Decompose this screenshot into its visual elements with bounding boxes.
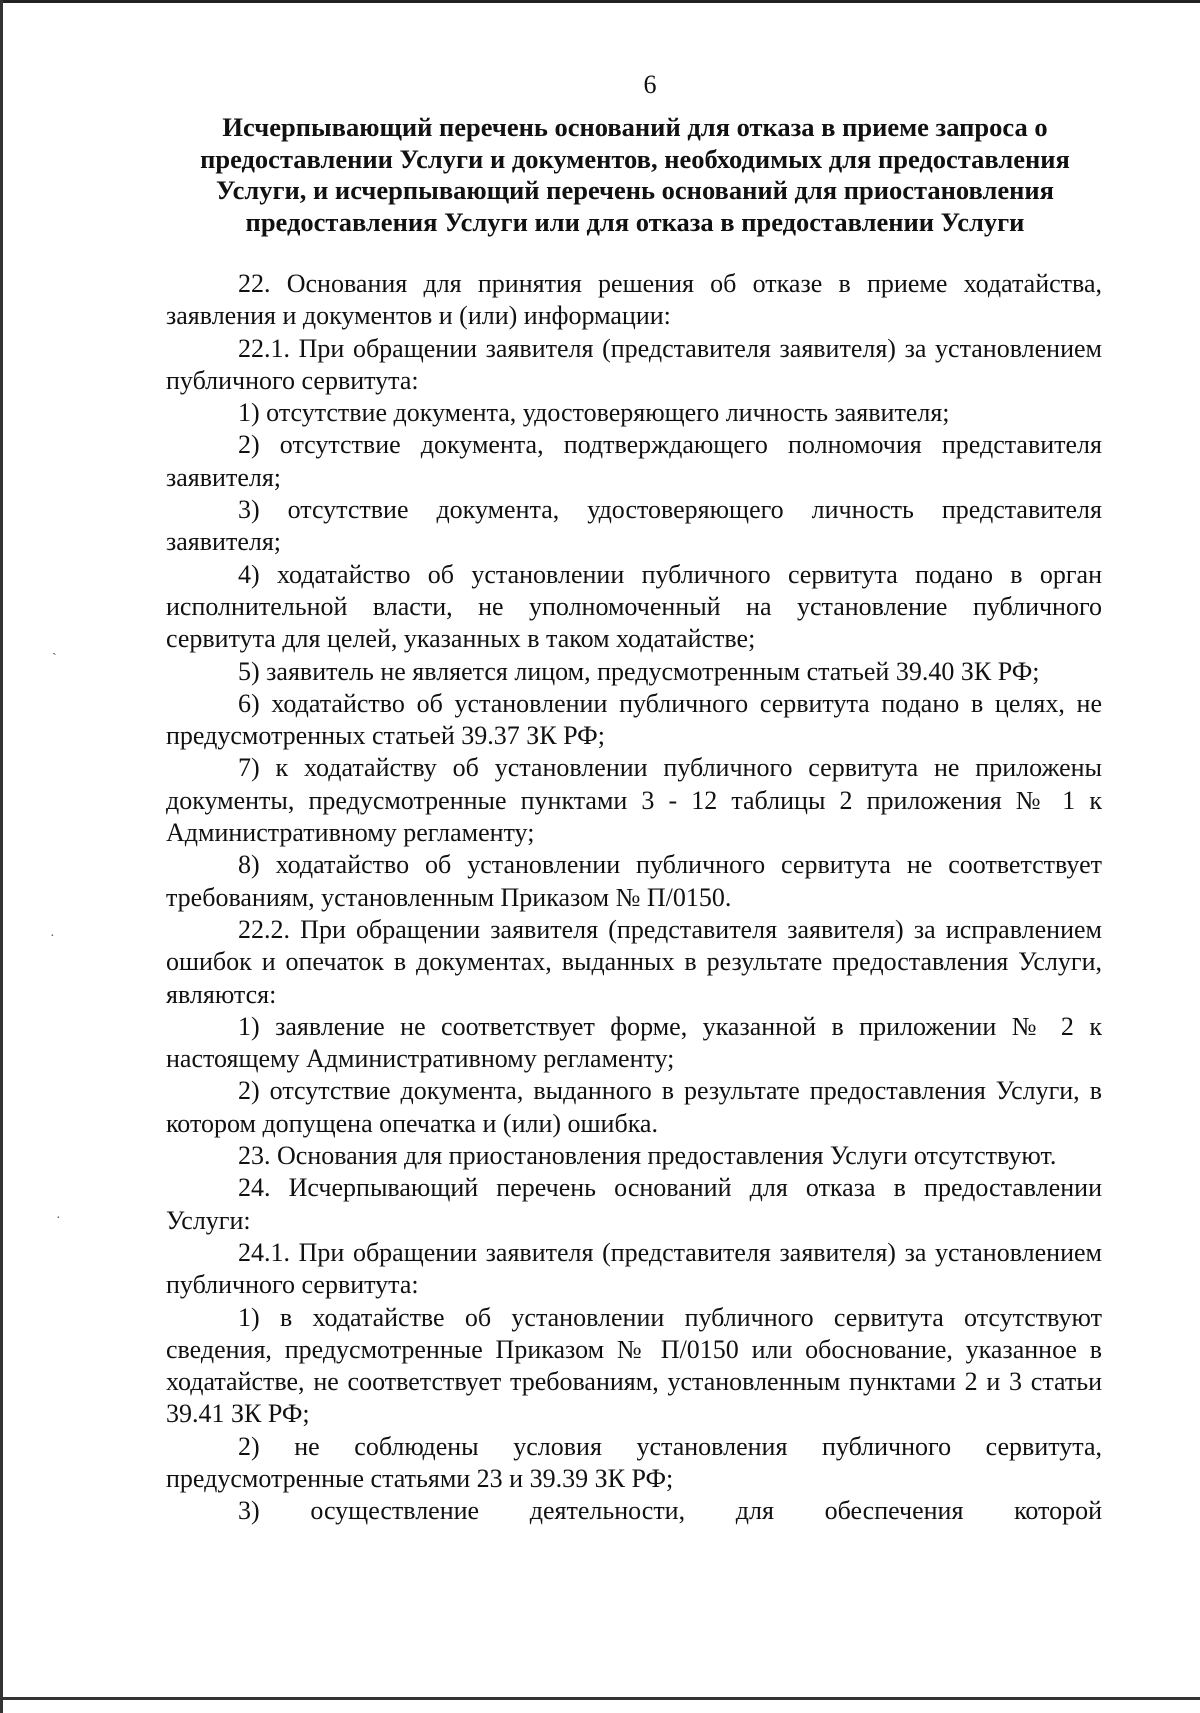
scan-speck: ˏ bbox=[52, 641, 57, 656]
paragraph: 3) осуществление деятельности, для обеспечения которой bbox=[238, 1496, 1102, 1526]
paragraph: 1) заявление не соответствует форме, указанной в приложении № 2 к настоящему Административному регламенту; bbox=[166, 1011, 1102, 1074]
paragraph: 24. Исчерпывающий перечень оснований для отказа в предоставлении Услуги: bbox=[166, 1173, 1102, 1235]
paragraph: 5) заявитель не является лицом, предусмотренным статьей 39.40 ЗК РФ; bbox=[238, 656, 1040, 686]
paragraph: 22.2. При обращении заявителя (представителя заявителя) за исправлением ошибок и опечаток в документах, выданных в результате предоставления Услуги, являются: bbox=[166, 914, 1102, 1009]
paragraph: 3) отсутствие документа, удостоверяющего личность представителя заявителя; bbox=[166, 495, 1102, 557]
paragraph: 2) не соблюдены условия установления публичного сервитута, предусмотренные статьями 23 и 39.39 ЗК РФ; bbox=[166, 1431, 1102, 1493]
paragraph: 8) ходатайство об установлении публичного сервитута не соответствует требованиям, установленным Приказом № П/0150. bbox=[166, 850, 1102, 912]
paragraph: 24.1. При обращении заявителя (представителя заявителя) за установлением публичного сервитута: bbox=[166, 1237, 1102, 1300]
page-number: 6 bbox=[643, 70, 657, 99]
paragraph: 1) в ходатайстве об установлении публичного сервитута отсутствуют сведения, предусмотренные Приказом № П/0150 или обоснование, указанное в ходатайстве, не соответствует требованиям, установленным пунктами 2 и 3 статьи 39.41 ЗК РФ; bbox=[166, 1302, 1102, 1429]
paragraph: 22. Основания для принятия решения об отказе в приеме ходатайства, заявления и документов и (или) информации: bbox=[166, 269, 1102, 331]
scan-speck: · bbox=[56, 1211, 61, 1226]
paragraph: 22.1. При обращении заявителя (представителя заявителя) за установлением публичного сервитута: bbox=[166, 333, 1102, 395]
paragraph: 23. Основания для приостановления предоставления Услуги отсутствуют. bbox=[238, 1141, 1057, 1171]
scan-top-edge bbox=[0, 0, 1200, 3]
paragraph: 6) ходатайство об установлении публичного сервитута подано в целях, не предусмотренных статьей 39.37 ЗК РФ; bbox=[166, 688, 1102, 751]
scan-speck: · bbox=[50, 929, 55, 944]
paragraph: 2) отсутствие документа, выданного в результате предоставления Услуги, в котором допущена опечатка и (или) ошибка. bbox=[166, 1076, 1102, 1138]
paragraph: 4) ходатайство об установлении публичного сервитута подано в орган исполнительной власти, не уполномоченный на установление публичного сервитута для целей, указанных в таком ходатайстве; bbox=[166, 559, 1102, 654]
paragraph: 1) отсутствие документа, удостоверяющего личность заявителя; bbox=[238, 398, 950, 428]
document-body bbox=[166, 268, 1102, 1528]
section-heading: Исчерпывающий перечень оснований для отказа в приеме запроса о предоставлении Услуги и документов, необходимых для предоставления Услуги, и исчерпывающий перечень оснований для приостановления предоставления Услуги или для отказа в предоставлении Услуги bbox=[200, 112, 1070, 237]
paragraph: 2) отсутствие документа, подтверждающего полномочия представителя заявителя; bbox=[166, 430, 1102, 492]
scan-bottom-edge bbox=[0, 1697, 1200, 1700]
paragraph: 7) к ходатайству об установлении публичного сервитута не приложены документы, предусмотренные пунктами 3 - 12 таблицы 2 приложения № 1 к Административному регламенту; bbox=[166, 753, 1102, 848]
scan-left-edge bbox=[0, 0, 3, 1713]
